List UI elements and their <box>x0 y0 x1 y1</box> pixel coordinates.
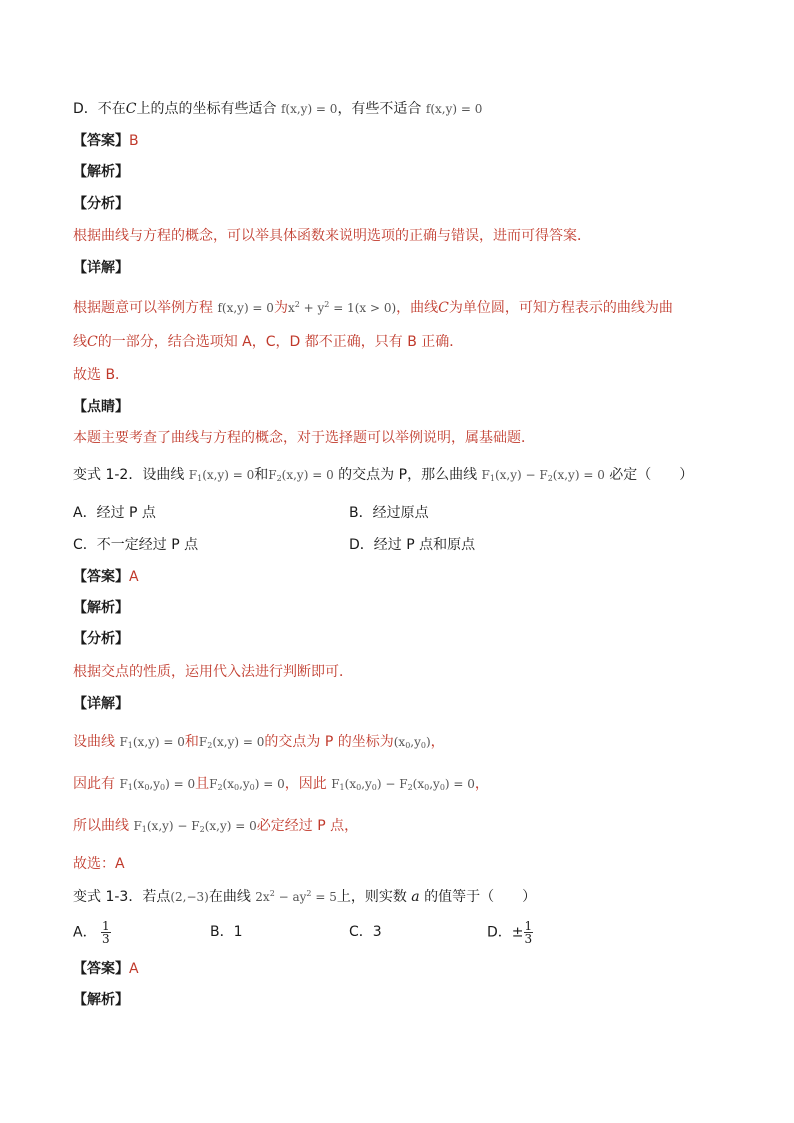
text: 且 <box>195 776 210 792</box>
text: 的一部分，结合选项知 A，C，D 都不正确，只有 B 正确． <box>97 334 464 350</box>
text: D．不在 <box>73 101 126 117</box>
text: 必定（ ） <box>609 467 694 483</box>
option-d: D．经过 P 点和原点 <box>349 537 476 553</box>
answer-line <box>73 131 139 151</box>
answer-tag: 【答案】 <box>73 569 129 585</box>
detail2-line-3 <box>73 816 358 840</box>
text: 因此有 <box>73 776 115 792</box>
text: D．± <box>487 924 524 941</box>
fenxi-tag-2: 【分析】 <box>73 631 129 647</box>
math: $F_1(x,y) - F_2(x,y) = 0$ <box>133 819 257 834</box>
math: C <box>87 334 98 350</box>
detail-tag-2: 【详解】 <box>73 696 129 712</box>
answer-tag: 【答案】 <box>73 961 129 977</box>
conclusion-2: 故选：A <box>73 856 125 872</box>
conclusion: 故选 B． <box>73 367 130 383</box>
fenxi-text: 根据曲线与方程的概念，可以举具体函数来说明选项的正确与错误，进而可得答案． <box>73 228 591 244</box>
text: 的交点为 P 的坐标为 <box>264 734 394 750</box>
variant-1-2-question <box>73 465 693 489</box>
fraction: $\frac{1}{3}$ <box>524 919 533 946</box>
option-b: B．经过原点 <box>349 505 429 521</box>
text: 和 <box>184 734 199 750</box>
text: 线 <box>73 334 87 350</box>
text: ， <box>430 734 445 750</box>
answer-line-3 <box>73 959 139 979</box>
text: 必定经过 P 点， <box>256 818 359 834</box>
comment-text: 本题主要考查了曲线与方程的概念，对于选择题可以举例说明，属基础题． <box>73 430 535 446</box>
math: $F_1(x,y) = 0$ <box>119 735 185 750</box>
detail2-line-2 <box>73 774 489 798</box>
option-c: C．不一定经过 P 点 <box>73 537 199 553</box>
option-a: A．经过 P 点 <box>73 505 156 521</box>
math: $F_1(x_0,y_0) = 0$ <box>119 777 196 792</box>
detail-tag: 【详解】 <box>73 260 129 276</box>
math: C <box>125 101 137 117</box>
text: 设曲线 <box>73 734 115 750</box>
math: (2,−3) <box>170 890 209 904</box>
detail2-line-1 <box>73 732 445 756</box>
analysis-tag-3: 【解析】 <box>73 992 129 1008</box>
answer-value: A <box>129 569 139 585</box>
math: $F_1(x,y) = 0$ <box>188 468 255 483</box>
text: 上，则实数 <box>336 889 407 905</box>
text: 为单位圆，可知方程表示的曲线为曲 <box>448 300 673 316</box>
text: 为 <box>273 300 288 316</box>
option-b-2: B．1 <box>210 924 243 940</box>
math: a <box>411 889 420 905</box>
math: $F_2(x,y) = 0$ <box>198 735 265 750</box>
math: f(x,y) = 0 <box>217 301 274 315</box>
math: $F_2(x_0,y_0) = 0$ <box>209 777 285 792</box>
math: $x^2 + y^2 = 1(x > 0)$ <box>287 300 397 315</box>
fenxi-text-2: 根据交点的性质，运用代入法进行判断即可． <box>73 664 353 680</box>
text: 的交点为 P，那么曲线 <box>338 467 478 483</box>
option-d-2 <box>487 920 533 945</box>
analysis-tag: 【解析】 <box>73 164 129 180</box>
math: f(x,y) = 0 <box>425 102 483 116</box>
text: ，因此 <box>284 776 327 792</box>
text: 在曲线 <box>208 889 251 905</box>
text: 所以曲线 <box>73 818 129 834</box>
detail-line-1 <box>73 295 673 318</box>
answer-tag: 【答案】 <box>73 133 129 149</box>
option-d-line <box>73 99 482 119</box>
fraction: $\frac{1}{3}$ <box>102 919 110 946</box>
fenxi-tag: 【分析】 <box>73 196 129 212</box>
text: 的值等于（ ） <box>424 889 537 905</box>
comment-tag: 【点睛】 <box>73 399 129 415</box>
text: 上的点的坐标有些适合 <box>136 101 277 117</box>
option-a-2 <box>73 920 111 945</box>
variant-1-3-question <box>73 884 536 907</box>
text: 和 <box>254 467 269 483</box>
math: $F_2(x,y) = 0$ <box>268 468 334 483</box>
text: ，有些不适合 <box>337 101 422 117</box>
math: $(x_0,y_0)$ <box>393 735 431 750</box>
math: $F_1(x_0,y_0) - F_2(x_0,y_0) = 0$ <box>331 777 475 792</box>
math: f(x,y) = 0 <box>280 102 338 116</box>
text: 根据题意可以举例方程 <box>73 300 213 316</box>
text: ， <box>474 776 489 792</box>
math: $F_1(x,y) - F_2(x,y) = 0$ <box>481 468 605 483</box>
answer-value: A <box>129 961 139 977</box>
text: ，曲线 <box>396 300 439 316</box>
answer-value: B <box>129 133 139 149</box>
analysis-tag-2: 【解析】 <box>73 600 129 616</box>
math: C <box>438 300 449 316</box>
answer-line-2 <box>73 567 139 587</box>
math: $2x^2 - ay^2 = 5$ <box>255 889 337 904</box>
text: 变式 1-2．设曲线 <box>73 467 185 483</box>
text: A． <box>73 924 97 941</box>
text: 变式 1-3．若点 <box>73 889 171 905</box>
option-c-2: C．3 <box>349 924 382 940</box>
detail-line-2 <box>73 332 463 352</box>
